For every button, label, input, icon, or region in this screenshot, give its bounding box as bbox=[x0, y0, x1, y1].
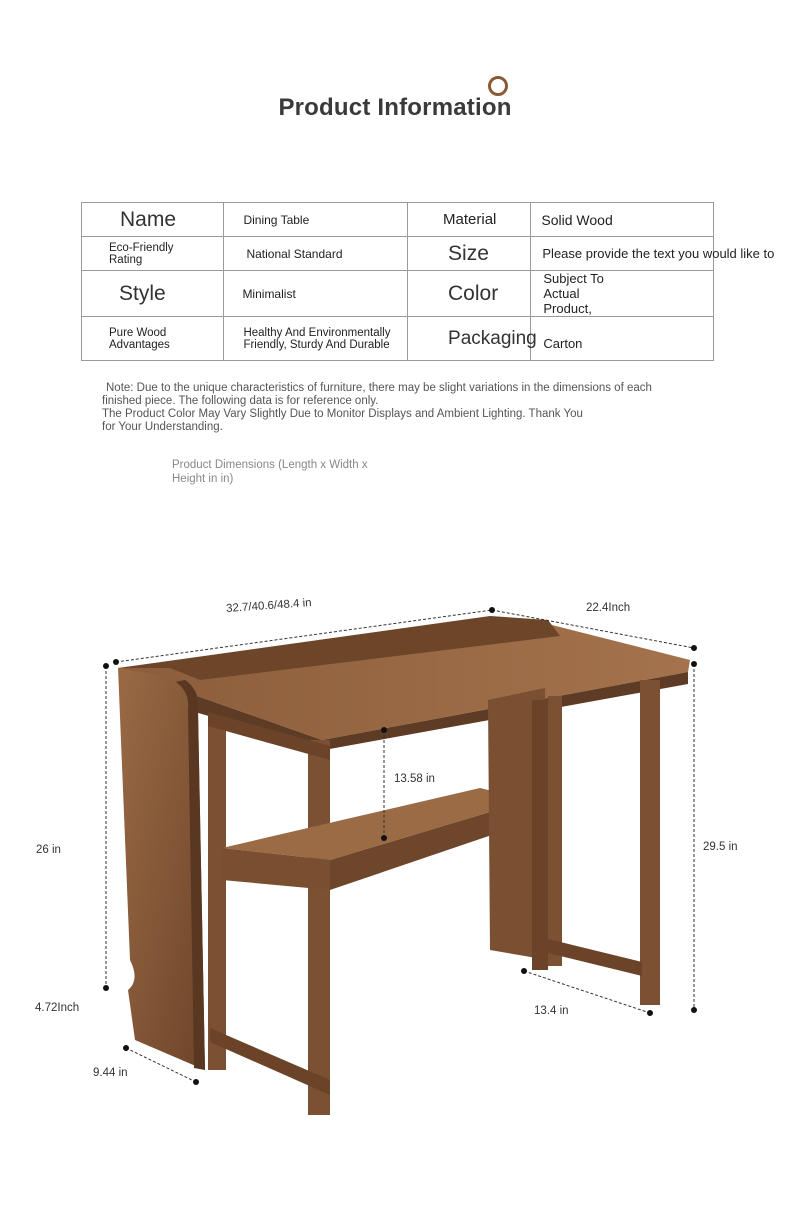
table-row bbox=[82, 317, 714, 361]
table-row bbox=[82, 237, 714, 271]
right-back-leg-2 bbox=[548, 696, 562, 966]
title-ring-icon bbox=[488, 76, 508, 96]
advantages-label: Pure Wood Advantages bbox=[82, 317, 224, 361]
material-value: Solid Wood bbox=[531, 203, 714, 237]
size-label: Size bbox=[408, 237, 531, 271]
style-value: Minimalist bbox=[224, 271, 408, 317]
table-row bbox=[82, 271, 714, 317]
foot-measure: 4.72Inch bbox=[35, 1002, 80, 1014]
height-right-measure: 29.5 in bbox=[703, 841, 738, 853]
front-leg-right bbox=[308, 740, 330, 1115]
name-label: Name bbox=[82, 203, 224, 237]
note-line-2: The Product Color May Vary Slightly Due to Monitor Displays and Ambient Lighting. Thank You for Your Understanding. bbox=[102, 408, 583, 433]
material-label: Material bbox=[408, 203, 531, 237]
page-title: Product Information bbox=[278, 94, 512, 121]
advantages-value: Healthy And Environmentally Friendly, Sturdy And Durable bbox=[224, 317, 408, 361]
height-left-measure: 26 in bbox=[36, 844, 61, 856]
right-back-leg bbox=[532, 700, 548, 970]
shelf-gap-measure: 13.58 in bbox=[394, 773, 435, 785]
style-label: Style bbox=[82, 271, 224, 317]
depth-right-measure: 13.4 in bbox=[534, 1005, 569, 1017]
dimensions-label: Product Dimensions (Length x Width x Height in in) bbox=[172, 459, 368, 485]
packaging-value: Carton bbox=[531, 317, 714, 361]
front-leg-left bbox=[208, 720, 226, 1070]
name-value: Dining Table bbox=[224, 203, 408, 237]
width-measure: 22.4Inch bbox=[586, 602, 631, 614]
color-label: Color bbox=[408, 271, 531, 317]
depth-left-measure: 9.44 in bbox=[93, 1067, 128, 1079]
note-line-1: Note: Due to the unique characteristics of furniture, there may be slight variations in the dimensions of each finished piece. The following data is for reference only. bbox=[102, 382, 652, 407]
eco-value: National Standard bbox=[224, 237, 408, 271]
packaging-label: Packaging bbox=[408, 317, 531, 361]
right-front-leg bbox=[640, 680, 660, 1005]
color-value: Subject To Actual Product, bbox=[531, 271, 714, 317]
table-row bbox=[82, 203, 714, 237]
spec-table bbox=[81, 202, 775, 361]
eco-label: Eco-Friendly Rating bbox=[82, 237, 224, 271]
length-measure: 32.7/40.6/48.4 in bbox=[225, 597, 313, 615]
size-value: Please provide the text you would like to bbox=[531, 237, 714, 271]
